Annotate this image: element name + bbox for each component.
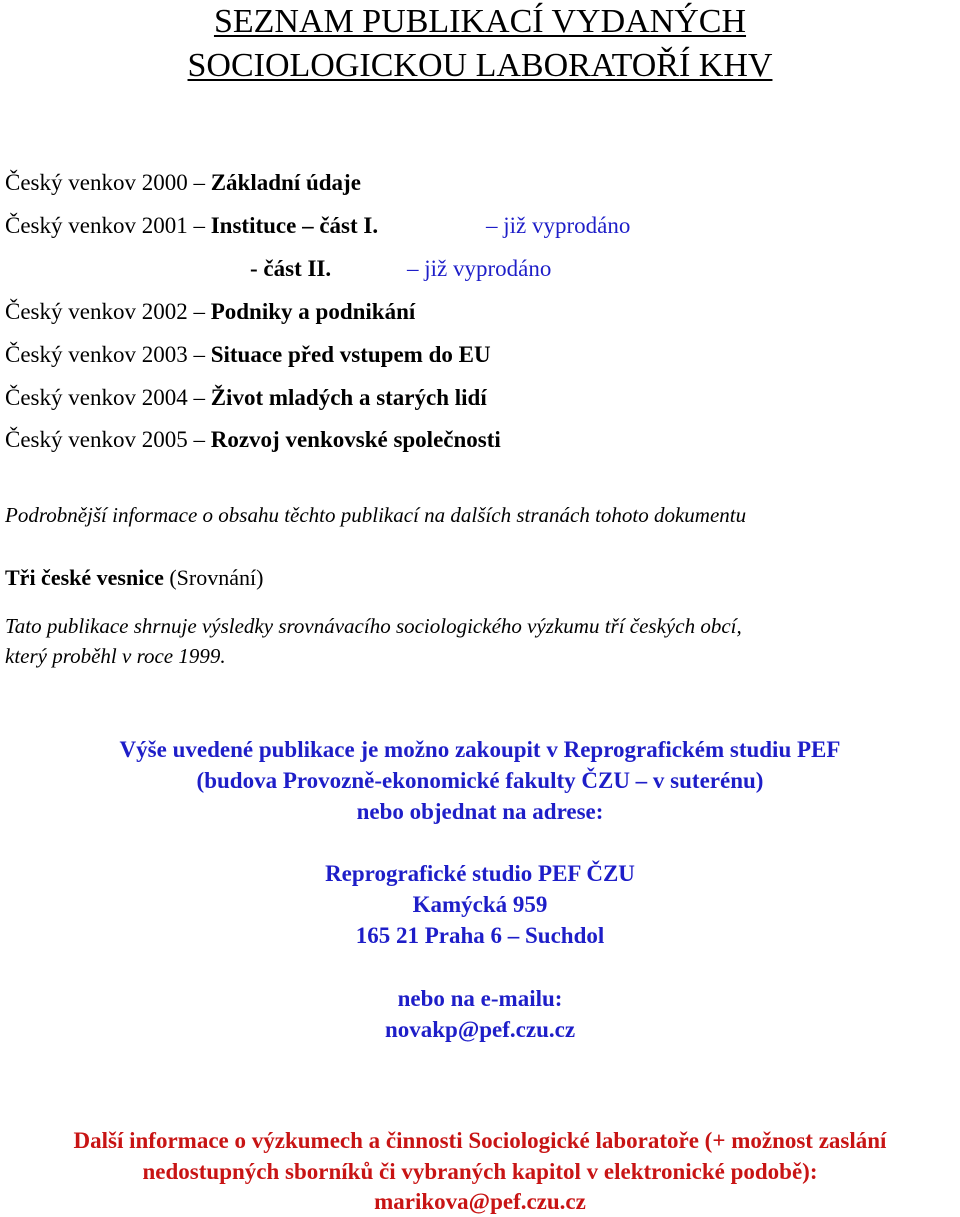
purchase-info-line-1: Výše uvedené publikace je možno zakoupit v Reprografickém studiu PEF [119, 737, 841, 762]
address-line-2: Kamýcká 959 [412, 892, 548, 917]
publication-series: Český venkov 2004 – [5, 385, 211, 410]
publication-item [5, 340, 491, 370]
sold-out-label: – již vyprodáno [407, 256, 552, 281]
villages-description-line-1: Tato publikace shrnuje výsledky srovnávacího sociologického výzkumu tří českých obcí, [5, 614, 742, 638]
publication-topic: Rozvoj venkovské společnosti [210, 427, 501, 452]
publication-series: Český venkov 2001 – [5, 213, 211, 238]
publication-item [5, 425, 501, 455]
publication-topic: Instituce – část I. [210, 213, 379, 238]
publication-topic: Podniky a podnikání [210, 299, 416, 324]
footer-email-link[interactable]: marikova@pef.czu.cz [374, 1189, 586, 1214]
publication-series: Český venkov 2002 – [5, 299, 211, 324]
villages-title-bold: Tři české vesnice [5, 565, 164, 590]
document-title-line-1: SEZNAM PUBLIKACÍ VYDANÝCH [213, 3, 747, 40]
publication-item [5, 297, 415, 327]
villages-title-rest: (Srovnání) [163, 565, 264, 590]
publication-topic: Základní údaje [210, 170, 361, 195]
purchase-info-line-3: nebo objednat na adrese: [356, 799, 604, 824]
publication-topic: Život mladých a starých lidí [210, 385, 487, 410]
publication-topic: Situace před vstupem do EU [210, 342, 491, 367]
villages-description-line-2: který proběhl v roce 1999. [5, 644, 226, 668]
publication-item [5, 383, 487, 413]
address-line-3: 165 21 Praha 6 – Suchdol [355, 923, 605, 948]
sold-out-note [407, 254, 551, 284]
publication-series: Český venkov 2005 – [5, 427, 211, 452]
contact-email-link[interactable]: novakp@pef.czu.cz [384, 1017, 576, 1042]
publication-item [5, 211, 378, 241]
address-line-1: Reprografické studio PEF ČZU [325, 861, 635, 886]
publication-topic: - část II. [250, 256, 332, 281]
purchase-info-line-2: (budova Provozně-ekonomické fakulty ČZU – v suterénu) [196, 768, 764, 793]
more-info-note: Podrobnější informace o obsahu těchto publikací na dalších stranách tohoto dokumentu [5, 503, 747, 527]
publication-item [5, 168, 361, 198]
publication-item [250, 254, 331, 284]
footer-info-line-2: nedostupných sborníků či vybraných kapitol v elektronické podobě): [142, 1159, 818, 1184]
publication-series: Český venkov 2000 – [5, 170, 211, 195]
villages-title [5, 563, 263, 593]
publication-series: Český venkov 2003 – [5, 342, 211, 367]
document-title-line-2: SOCIOLOGICKOU LABORATOŘÍ KHV [187, 47, 773, 84]
sold-out-note [486, 211, 630, 241]
footer-info-line-1: Další informace o výzkumech a činnosti Sociologické laboratoře (+ možnost zaslání [73, 1128, 887, 1153]
sold-out-label: – již vyprodáno [486, 213, 631, 238]
email-label: nebo na e-mailu: [397, 986, 563, 1011]
